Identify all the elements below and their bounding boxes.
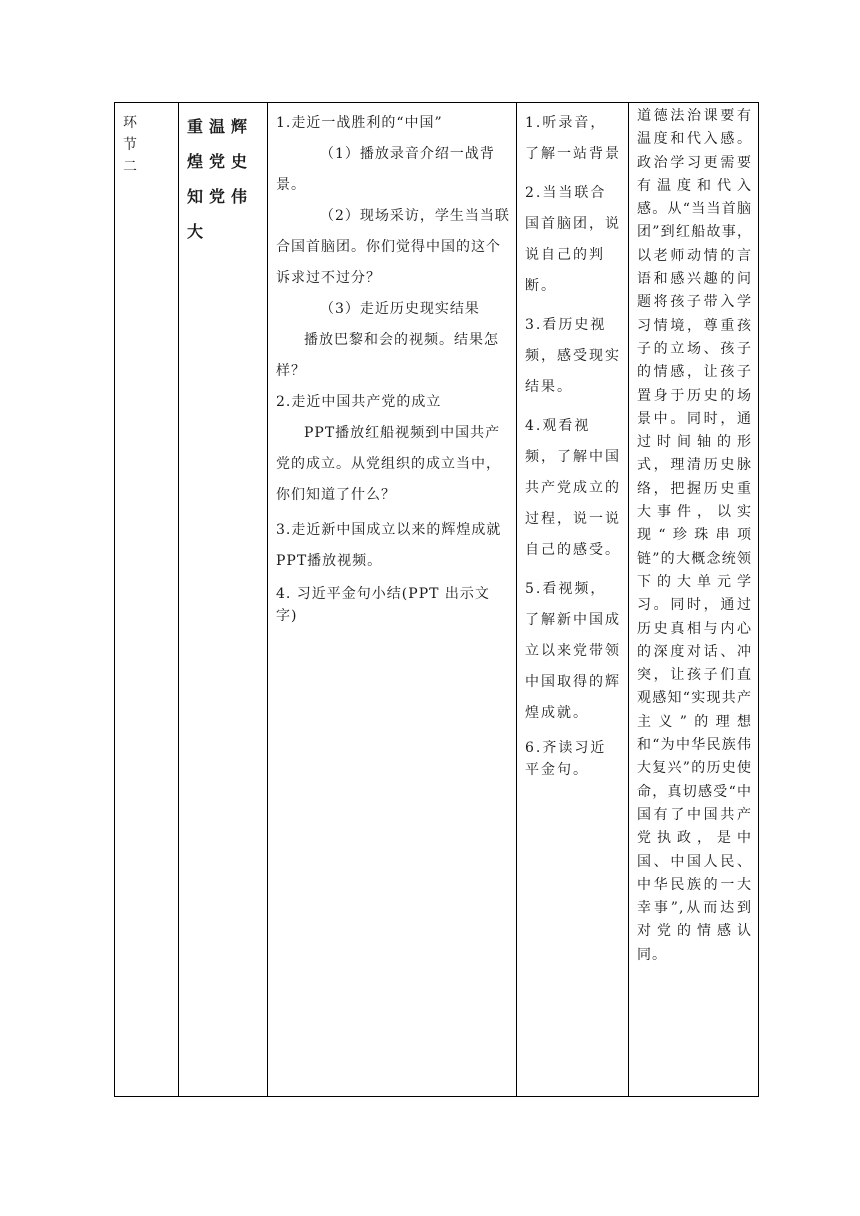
table-row [115, 103, 759, 1097]
teacher-step-2: 2.走近中国共产党的成立 [276, 394, 442, 410]
lesson-plan-table [114, 102, 759, 1097]
section-title-cell [179, 103, 268, 1097]
student-step-3: 3.看历史视频，感受现实结果。 [525, 317, 621, 395]
design-intent-cell [629, 103, 759, 1097]
teacher-step-1: 1.走近一战胜利的“中国” [276, 115, 443, 131]
teacher-step-1-1: （1）播放录音介绍一战背景。 [276, 146, 495, 193]
teacher-step-4: 4. 习近平金句小结(PPT 出示文字) [276, 586, 490, 624]
teacher-step-2-detail: PPT播放红船视频到中国共产党的成立。从党组织的成立当中，你们知道了什么？ [276, 425, 501, 503]
teacher-step-1-3: （3）走近历史现实结果 [320, 301, 480, 317]
student-step-6: 6.齐读习近平金句。 [525, 740, 607, 778]
teacher-step-1-3-detail: 播放巴黎和会的视频。结果怎样？ [276, 332, 499, 379]
section-label: 环节二 [123, 115, 151, 175]
design-intent-text: 道德法治课要有温度和代入感。政治学习更需要有温度和代入感。从“当当首脑团”到红船故事，以老师动情的言语和感兴趣的问题将孩子带入学习情境，尊重孩子的立场、孩子的情感，让孩子置身于历史的场景中。同时，通过时间轴的形式，理清历史脉络，把握历史重大事件，以实现“珍珠串项链”的大概念统领下的大单元学习。同时，通过历史真相与内心的深度对话、冲突，让孩子们直观感知“实现共产主义”的理想和“为中华民族伟大复兴”的历史使命，真切感受“中国有了中国共产党执政，是中国、中国人民、中华民族的一大幸事”,从而达到对党的情感认同。 [637, 108, 752, 963]
student-activities-cell [517, 103, 629, 1097]
teacher-step-1-2: （2）现场采访，学生当当联合国首脑团。你们觉得中国的这个诉求过不过分？ [276, 208, 510, 286]
student-step-4: 4.观看视频，了解中国共产党成立的过程，说一说自己的感受。 [525, 418, 621, 558]
section-label-cell [115, 103, 179, 1097]
student-step-5: 5.看视频，了解新中国成立以来党带领中国取得的辉煌成就。 [525, 581, 621, 721]
student-step-2: 2.当当联合国首脑团，说说自己的判断。 [525, 185, 621, 294]
teacher-step-3: 3.走近新中国成立以来的辉煌成就PPT播放视频。 [276, 522, 502, 569]
teacher-activities-cell [268, 103, 517, 1097]
section-title: 重温辉煌党史知党伟大 [187, 117, 254, 241]
student-step-1: 1.听录音，了解一站背景 [525, 115, 621, 162]
